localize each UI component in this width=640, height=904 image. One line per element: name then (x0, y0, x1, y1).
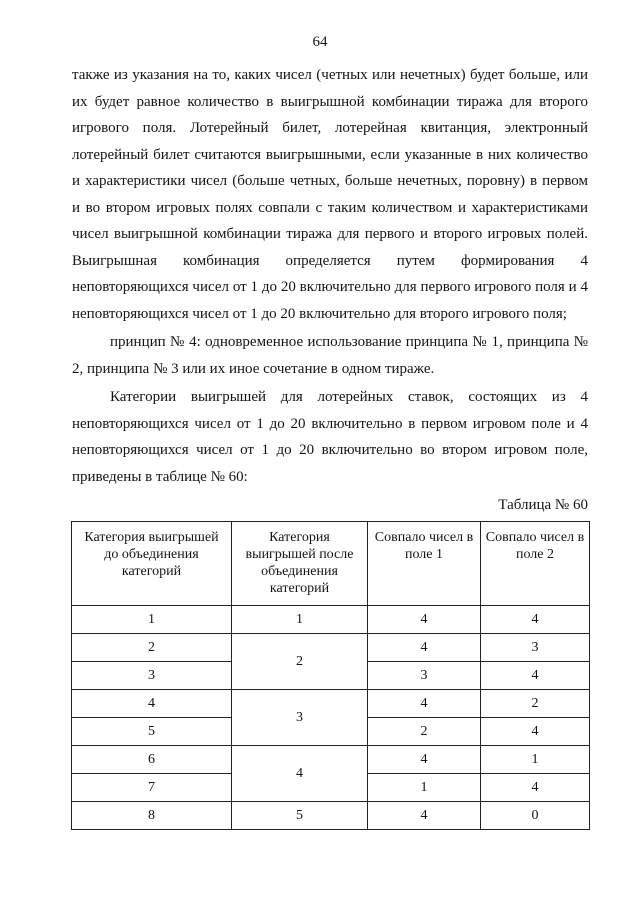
table-row (72, 802, 590, 830)
cell-category-after: 3 (232, 690, 368, 746)
cell-category-before: 4 (72, 690, 232, 718)
cell-field-2: 2 (481, 690, 590, 718)
paragraph: также из указания на то, каких чисел (четных или нечетных) будет больше, или их будет равное количество в выигрышной комбинации тиража для второго игрового поля. Лотерейный билет, лотерейная квитанция, электронный лотерейный билет считаются выигрышными, если указанные в них количество и характеристики чисел (больше четных, больше нечетных, поровну) в первом и во втором игровых полях совпали с таким количеством и характеристиками чисел выигрышной комбинации тиража для первого и второго игровых полей. Выигрышная комбинация определяется путем формирования 4 неповторяющихся чисел от 1 до 20 включительно для первого игрового поля и 4 неповторяющихся чисел от 1 до 20 включительно для второго игрового поля; (72, 67, 588, 322)
cell-field-1: 4 (368, 606, 481, 634)
cell-field-2: 0 (481, 802, 590, 830)
cell-category-before: 1 (72, 606, 232, 634)
cell-category-before: 6 (72, 746, 232, 774)
header-matched-field-2: Совпало чисел в поле 2 (481, 522, 590, 606)
cell-field-1: 3 (368, 662, 481, 690)
cell-field-2: 4 (481, 606, 590, 634)
cell-field-1: 4 (368, 746, 481, 774)
header-category-after: Категория выигрышей после объединения категорий (232, 522, 368, 606)
table-row (72, 690, 590, 718)
cell-field-2: 3 (481, 634, 590, 662)
paragraph: принцип № 4: одновременное использование принципа № 1, принципа № 2, принципа № 3 или их иное сочетание в одном тираже. (72, 334, 588, 377)
cell-field-1: 2 (368, 718, 481, 746)
table-header-row (72, 522, 590, 606)
table-caption: Таблица № 60 (498, 497, 588, 513)
cell-category-after: 4 (232, 746, 368, 802)
table-row (72, 746, 590, 774)
cell-category-before: 8 (72, 802, 232, 830)
table-row (72, 634, 590, 662)
cell-category-after: 1 (232, 606, 368, 634)
prize-categories-table (71, 521, 590, 830)
header-category-before: Категория выигрышей до объединения категорий (72, 522, 232, 606)
cell-field-2: 4 (481, 718, 590, 746)
cell-category-before: 3 (72, 662, 232, 690)
page-number: 64 (312, 34, 328, 50)
paragraph: Категории выигрышей для лотерейных ставок, состоящих из 4 неповторяющихся чисел от 1 до 20 включительно в первом игровом поле и 4 неповторяющихся чисел от 1 до 20 включительно во втором игровом поле, приведены в таблице № 60: (72, 389, 588, 485)
cell-field-2: 4 (481, 774, 590, 802)
header-matched-field-1: Совпало чисел в поле 1 (368, 522, 481, 606)
body-text (72, 62, 588, 490)
cell-category-after: 2 (232, 634, 368, 690)
cell-category-before: 5 (72, 718, 232, 746)
table-row (72, 606, 590, 634)
cell-category-after: 5 (232, 802, 368, 830)
cell-field-1: 4 (368, 690, 481, 718)
cell-field-1: 1 (368, 774, 481, 802)
cell-field-1: 4 (368, 802, 481, 830)
cell-field-2: 4 (481, 662, 590, 690)
cell-category-before: 2 (72, 634, 232, 662)
cell-field-1: 4 (368, 634, 481, 662)
cell-category-before: 7 (72, 774, 232, 802)
cell-field-2: 1 (481, 746, 590, 774)
